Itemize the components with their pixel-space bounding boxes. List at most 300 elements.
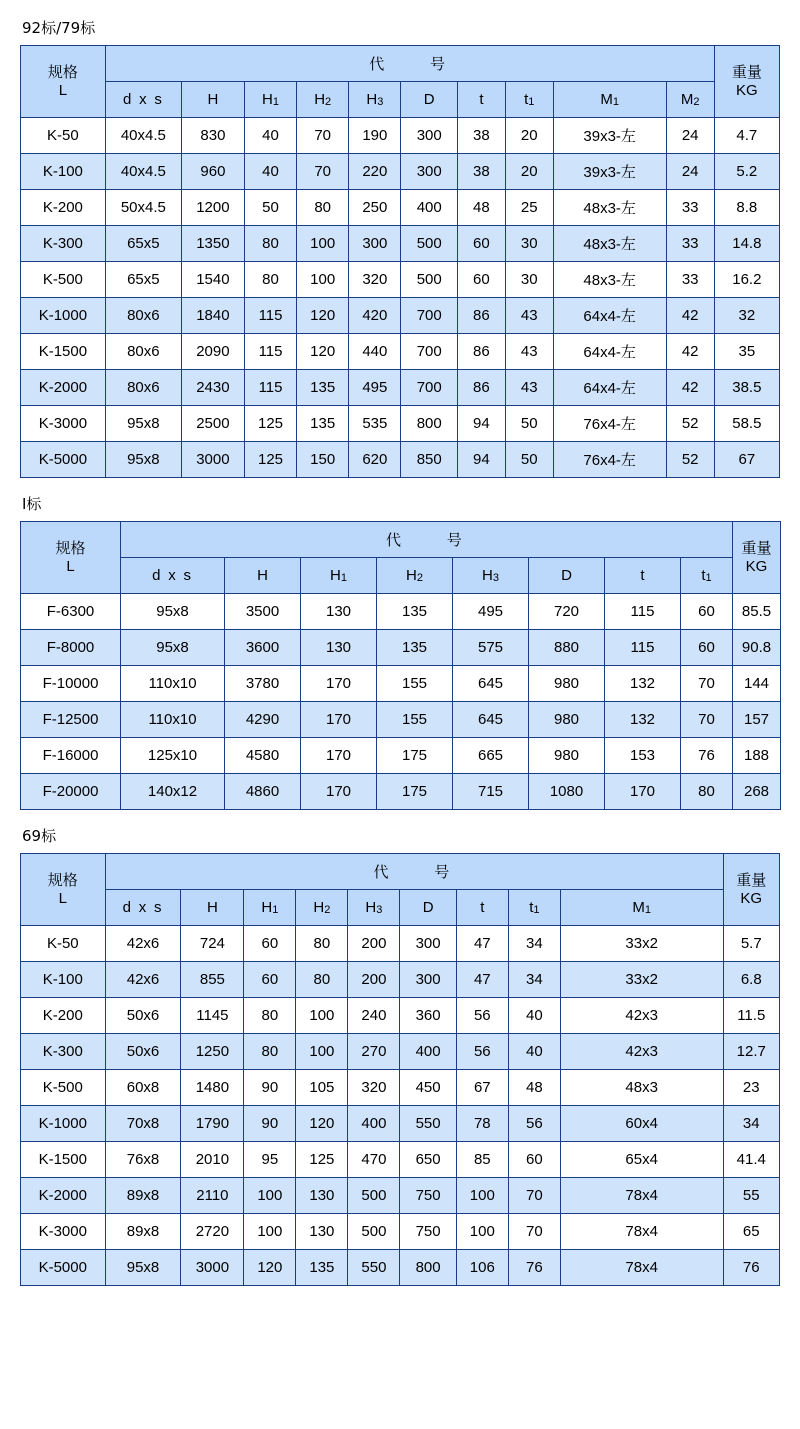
table-cell: 188 [733, 738, 781, 774]
header-col-d: D [529, 558, 605, 594]
table-cell: 2430 [181, 370, 244, 406]
table-cell: 16.2 [714, 262, 779, 298]
table-cell: 80x6 [105, 370, 181, 406]
table-cell: 76x4-左 [553, 406, 666, 442]
table-row [21, 370, 780, 406]
table-cell: 39x3-左 [553, 118, 666, 154]
spec-section [20, 494, 780, 810]
table-cell: 2010 [181, 1142, 244, 1178]
table-cell: 575 [453, 630, 529, 666]
cell-spec: F-10000 [21, 666, 121, 702]
table-cell: 300 [401, 154, 458, 190]
table-cell: 130 [296, 1178, 348, 1214]
table-cell: 33x2 [560, 962, 723, 998]
table-cell: 50 [244, 190, 296, 226]
table-cell: 250 [349, 190, 401, 226]
table-cell: 650 [400, 1142, 456, 1178]
cell-spec: K-500 [21, 1070, 106, 1106]
table-row [21, 298, 780, 334]
table-cell: 100 [244, 1214, 296, 1250]
table-cell: 11.5 [723, 998, 779, 1034]
header-col-h1: H1 [301, 558, 377, 594]
spec-table [20, 853, 780, 1286]
cell-spec: F-16000 [21, 738, 121, 774]
table-cell: 135 [297, 406, 349, 442]
table-cell: 130 [301, 630, 377, 666]
table-cell: 125 [244, 406, 296, 442]
table-cell: 70x8 [105, 1106, 181, 1142]
table-cell: 450 [400, 1070, 456, 1106]
table-cell: 95 [244, 1142, 296, 1178]
table-cell: 132 [605, 702, 681, 738]
table-body [21, 926, 780, 1286]
table-cell: 78x4 [560, 1214, 723, 1250]
table-cell: 320 [349, 262, 401, 298]
table-cell: 2090 [181, 334, 244, 370]
table-cell: 420 [349, 298, 401, 334]
table-cell: 55 [723, 1178, 779, 1214]
table-cell: 34 [508, 926, 560, 962]
table-cell: 94 [457, 442, 505, 478]
table-cell: 70 [508, 1178, 560, 1214]
table-cell: 42 [666, 334, 714, 370]
table-cell: 105 [296, 1070, 348, 1106]
table-cell: 38 [457, 154, 505, 190]
table-cell: 4290 [225, 702, 301, 738]
table-cell: 40 [508, 1034, 560, 1070]
table-cell: 620 [349, 442, 401, 478]
table-cell: 1540 [181, 262, 244, 298]
table-cell: 200 [348, 962, 400, 998]
table-cell: 500 [401, 262, 458, 298]
table-cell: 48x3-左 [553, 262, 666, 298]
table-row [21, 1142, 780, 1178]
table-cell: 94 [457, 406, 505, 442]
table-cell: 300 [349, 226, 401, 262]
table-cell: 50 [505, 406, 553, 442]
table-row [21, 666, 781, 702]
cell-spec: F-6300 [21, 594, 121, 630]
table-cell: 700 [401, 370, 458, 406]
table-cell: 980 [529, 702, 605, 738]
table-row [21, 630, 781, 666]
table-cell: 34 [508, 962, 560, 998]
table-cell: 24 [666, 118, 714, 154]
table-cell: 89x8 [105, 1178, 181, 1214]
table-cell: 76x4-左 [553, 442, 666, 478]
table-cell: 76x8 [105, 1142, 181, 1178]
table-cell: 65x5 [105, 226, 181, 262]
cell-spec: K-50 [21, 118, 106, 154]
table-cell: 850 [401, 442, 458, 478]
table-cell: 1840 [181, 298, 244, 334]
table-cell: 25 [505, 190, 553, 226]
table-cell: 135 [297, 370, 349, 406]
table-cell: 440 [349, 334, 401, 370]
table-row [21, 406, 780, 442]
table-cell: 42x6 [105, 926, 181, 962]
table-cell: 800 [401, 406, 458, 442]
table-cell: 89x8 [105, 1214, 181, 1250]
table-cell: 39x3-左 [553, 154, 666, 190]
table-cell: 67 [714, 442, 779, 478]
cell-spec: K-1500 [21, 1142, 106, 1178]
table-cell: 35 [714, 334, 779, 370]
table-cell: 130 [296, 1214, 348, 1250]
table-cell: 495 [453, 594, 529, 630]
table-row [21, 702, 781, 738]
header-row-top [21, 522, 781, 558]
table-cell: 220 [349, 154, 401, 190]
cell-spec: F-8000 [21, 630, 121, 666]
table-cell: 720 [529, 594, 605, 630]
header-col-h: H [181, 890, 244, 926]
header-col-dxs: d x s [105, 890, 181, 926]
table-cell: 42 [666, 298, 714, 334]
table-cell: 100 [244, 1178, 296, 1214]
table-cell: 135 [377, 630, 453, 666]
table-header [21, 854, 780, 926]
table-cell: 115 [605, 594, 681, 630]
table-cell: 320 [348, 1070, 400, 1106]
table-cell: 30 [505, 262, 553, 298]
section-title: I标 [22, 495, 42, 513]
table-cell: 125 [296, 1142, 348, 1178]
table-cell: 144 [733, 666, 781, 702]
header-weight: 重量 KG [714, 46, 779, 118]
table-cell: 80x6 [105, 334, 181, 370]
table-cell: 58.5 [714, 406, 779, 442]
table-cell: 52 [666, 406, 714, 442]
header-weight: 重量 KG [733, 522, 781, 594]
table-cell: 90.8 [733, 630, 781, 666]
table-cell: 200 [348, 926, 400, 962]
cell-spec: K-5000 [21, 1250, 106, 1286]
table-cell: 60 [457, 226, 505, 262]
table-cell: 95x8 [121, 630, 225, 666]
table-cell: 32 [714, 298, 779, 334]
table-cell: 65x4 [560, 1142, 723, 1178]
header-group-code: 代 号 [105, 46, 714, 82]
header-col-h2: H2 [296, 890, 348, 926]
table-cell: 95x8 [105, 406, 181, 442]
header-spec: 规格 L [21, 46, 106, 118]
table-row [21, 190, 780, 226]
table-cell: 665 [453, 738, 529, 774]
table-cell: 155 [377, 702, 453, 738]
table-cell: 2500 [181, 406, 244, 442]
table-cell: 12.7 [723, 1034, 779, 1070]
header-col-h3: H3 [453, 558, 529, 594]
table-cell: 170 [301, 774, 377, 810]
cell-spec: K-2000 [21, 370, 106, 406]
table-cell: 855 [181, 962, 244, 998]
table-cell: 2720 [181, 1214, 244, 1250]
table-cell: 86 [457, 334, 505, 370]
table-cell: 42x6 [105, 962, 181, 998]
table-cell: 65x5 [105, 262, 181, 298]
table-cell: 360 [400, 998, 456, 1034]
table-row [21, 442, 780, 478]
table-cell: 5.7 [723, 926, 779, 962]
table-row [21, 1106, 780, 1142]
table-cell: 80 [296, 926, 348, 962]
table-cell: 14.8 [714, 226, 779, 262]
table-cell: 90 [244, 1106, 296, 1142]
header-col-h1: H1 [244, 82, 296, 118]
header-group-code: 代 号 [121, 522, 733, 558]
table-cell: 60 [244, 962, 296, 998]
table-cell: 3500 [225, 594, 301, 630]
table-cell: 33 [666, 262, 714, 298]
table-body [21, 594, 781, 810]
table-cell: 60x8 [105, 1070, 181, 1106]
header-spec: 规格 L [21, 522, 121, 594]
header-group-code: 代 号 [105, 854, 723, 890]
cell-spec: K-200 [21, 190, 106, 226]
table-cell: 64x4-左 [553, 334, 666, 370]
table-cell: 300 [400, 962, 456, 998]
table-cell: 80 [297, 190, 349, 226]
header-col-t1: t1 [505, 82, 553, 118]
table-cell: 106 [456, 1250, 508, 1286]
table-row [21, 926, 780, 962]
table-cell: 80 [244, 1034, 296, 1070]
table-cell: 50x4.5 [105, 190, 181, 226]
table-cell: 1080 [529, 774, 605, 810]
header-spec: 规格 L [21, 854, 106, 926]
table-cell: 170 [301, 666, 377, 702]
table-row [21, 998, 780, 1034]
table-cell: 3780 [225, 666, 301, 702]
header-weight: 重量 KG [723, 854, 779, 926]
table-cell: 150 [297, 442, 349, 478]
table-cell: 76 [723, 1250, 779, 1286]
table-cell: 120 [244, 1250, 296, 1286]
table-cell: 3600 [225, 630, 301, 666]
table-cell: 470 [348, 1142, 400, 1178]
table-cell: 4860 [225, 774, 301, 810]
table-cell: 190 [349, 118, 401, 154]
header-row-top [21, 46, 780, 82]
cell-spec: K-1000 [21, 1106, 106, 1142]
table-row [21, 334, 780, 370]
table-cell: 47 [456, 926, 508, 962]
table-cell: 43 [505, 298, 553, 334]
table-cell: 300 [401, 118, 458, 154]
table-cell: 40 [508, 998, 560, 1034]
table-cell: 80x6 [105, 298, 181, 334]
sections-container [20, 18, 780, 1286]
header-col-h1: H1 [244, 890, 296, 926]
table-row [21, 1070, 780, 1106]
header-row-top [21, 854, 780, 890]
table-cell: 140x12 [121, 774, 225, 810]
table-cell: 300 [400, 926, 456, 962]
table-cell: 535 [349, 406, 401, 442]
table-cell: 400 [348, 1106, 400, 1142]
table-cell: 48x3-左 [553, 190, 666, 226]
header-col-dxs: d x s [105, 82, 181, 118]
table-cell: 70 [297, 154, 349, 190]
table-cell: 125 [244, 442, 296, 478]
cell-spec: K-5000 [21, 442, 106, 478]
table-cell: 38.5 [714, 370, 779, 406]
table-cell: 60 [244, 926, 296, 962]
table-cell: 1200 [181, 190, 244, 226]
table-cell: 4.7 [714, 118, 779, 154]
table-cell: 645 [453, 702, 529, 738]
table-cell: 64x4-左 [553, 370, 666, 406]
table-row [21, 774, 781, 810]
table-cell: 86 [457, 298, 505, 334]
table-cell: 56 [456, 1034, 508, 1070]
table-cell: 60x4 [560, 1106, 723, 1142]
header-row-sub [21, 82, 780, 118]
table-cell: 78 [456, 1106, 508, 1142]
table-cell: 40 [244, 154, 296, 190]
table-row [21, 1034, 780, 1070]
header-col-h2: H2 [297, 82, 349, 118]
table-cell: 48 [508, 1070, 560, 1106]
table-cell: 100 [456, 1214, 508, 1250]
table-cell: 80 [244, 226, 296, 262]
table-row [21, 226, 780, 262]
table-cell: 6.8 [723, 962, 779, 998]
table-cell: 132 [605, 666, 681, 702]
table-cell: 90 [244, 1070, 296, 1106]
table-cell: 120 [297, 298, 349, 334]
section-title: 92标/79标 [22, 19, 96, 37]
table-cell: 170 [301, 738, 377, 774]
table-row [21, 1214, 780, 1250]
table-cell: 715 [453, 774, 529, 810]
header-col-h: H [225, 558, 301, 594]
table-cell: 8.8 [714, 190, 779, 226]
table-cell: 33x2 [560, 926, 723, 962]
table-cell: 110x10 [121, 702, 225, 738]
table-cell: 41.4 [723, 1142, 779, 1178]
table-cell: 78x4 [560, 1250, 723, 1286]
table-cell: 175 [377, 774, 453, 810]
table-cell: 47 [456, 962, 508, 998]
table-row [21, 962, 780, 998]
cell-spec: F-12500 [21, 702, 121, 738]
table-cell: 1145 [181, 998, 244, 1034]
table-cell: 500 [348, 1178, 400, 1214]
table-cell: 70 [508, 1214, 560, 1250]
cell-spec: F-20000 [21, 774, 121, 810]
cell-spec: K-300 [21, 1034, 106, 1070]
header-col-h3: H3 [349, 82, 401, 118]
table-cell: 48x3 [560, 1070, 723, 1106]
header-col-m2: M2 [666, 82, 714, 118]
table-cell: 85.5 [733, 594, 781, 630]
table-cell: 115 [244, 334, 296, 370]
cell-spec: K-500 [21, 262, 106, 298]
table-cell: 157 [733, 702, 781, 738]
cell-spec: K-1000 [21, 298, 106, 334]
table-cell: 120 [297, 334, 349, 370]
table-cell: 60 [681, 594, 733, 630]
table-cell: 80 [681, 774, 733, 810]
table-cell: 48x3-左 [553, 226, 666, 262]
table-cell: 240 [348, 998, 400, 1034]
table-cell: 125x10 [121, 738, 225, 774]
header-col-dxs: d x s [121, 558, 225, 594]
table-cell: 40x4.5 [105, 118, 181, 154]
table-cell: 750 [400, 1214, 456, 1250]
table-body [21, 118, 780, 478]
table-cell: 42 [666, 370, 714, 406]
table-cell: 170 [605, 774, 681, 810]
table-cell: 155 [377, 666, 453, 702]
header-col-d: D [401, 82, 458, 118]
table-cell: 100 [456, 1178, 508, 1214]
table-cell: 20 [505, 154, 553, 190]
cell-spec: K-300 [21, 226, 106, 262]
header-col-m1: M1 [560, 890, 723, 926]
table-cell: 60 [681, 630, 733, 666]
table-cell: 880 [529, 630, 605, 666]
table-cell: 550 [400, 1106, 456, 1142]
table-cell: 700 [401, 334, 458, 370]
table-cell: 42x3 [560, 998, 723, 1034]
header-col-h2: H2 [377, 558, 453, 594]
header-col-h: H [181, 82, 244, 118]
table-cell: 40x4.5 [105, 154, 181, 190]
table-cell: 1350 [181, 226, 244, 262]
header-col-t: t [456, 890, 508, 926]
table-cell: 500 [348, 1214, 400, 1250]
cell-spec: K-200 [21, 998, 106, 1034]
table-cell: 56 [456, 998, 508, 1034]
table-cell: 76 [681, 738, 733, 774]
table-cell: 78x4 [560, 1178, 723, 1214]
table-cell: 115 [605, 630, 681, 666]
cell-spec: K-1500 [21, 334, 106, 370]
table-cell: 48 [457, 190, 505, 226]
table-cell: 1480 [181, 1070, 244, 1106]
table-cell: 67 [456, 1070, 508, 1106]
table-cell: 100 [296, 998, 348, 1034]
table-cell: 64x4-左 [553, 298, 666, 334]
table-cell: 980 [529, 666, 605, 702]
header-row-sub [21, 558, 781, 594]
table-cell: 50x6 [105, 1034, 181, 1070]
table-cell: 268 [733, 774, 781, 810]
table-cell: 270 [348, 1034, 400, 1070]
table-cell: 830 [181, 118, 244, 154]
table-cell: 85 [456, 1142, 508, 1178]
table-cell: 110x10 [121, 666, 225, 702]
table-cell: 400 [400, 1034, 456, 1070]
table-cell: 40 [244, 118, 296, 154]
table-cell: 60 [457, 262, 505, 298]
table-cell: 95x8 [105, 442, 181, 478]
table-cell: 3000 [181, 1250, 244, 1286]
table-cell: 43 [505, 334, 553, 370]
table-cell: 5.2 [714, 154, 779, 190]
table-cell: 24 [666, 154, 714, 190]
table-row [21, 738, 781, 774]
table-cell: 33 [666, 190, 714, 226]
table-cell: 120 [296, 1106, 348, 1142]
table-cell: 30 [505, 226, 553, 262]
table-cell: 80 [244, 262, 296, 298]
table-cell: 76 [508, 1250, 560, 1286]
table-cell: 2110 [181, 1178, 244, 1214]
